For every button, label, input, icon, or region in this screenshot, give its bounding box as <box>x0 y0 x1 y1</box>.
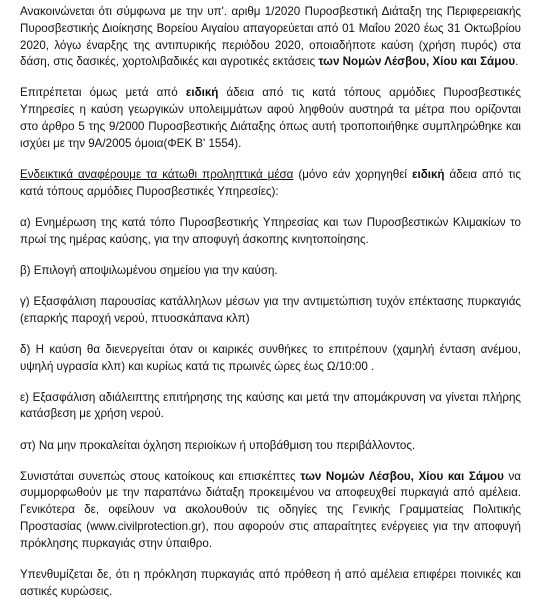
measures-heading-underlined: Ενδεικτικά αναφέρουμε τα κάτωθι προληπτικά μέσα <box>20 167 294 181</box>
paragraph-measures-intro <box>20 167 521 201</box>
prefectures-bold-2: των Νομών Λέσβου, Χίου και Σάμου <box>300 469 504 483</box>
paragraph-permission <box>20 85 521 152</box>
prefectures-bold: των Νομών Λέσβου, Χίου και Σάμου <box>318 55 516 69</box>
paragraph-announcement <box>20 4 521 71</box>
special-bold: ειδική <box>185 86 219 100</box>
permission-text-a: Επιτρέπεται όμως μετά από <box>20 86 186 100</box>
measures-text-b: άδεια από τις κατά τόπους αρμόδιες Πυροσβεστικές Υπηρεσίες): <box>20 167 521 198</box>
paragraph-reminder: Υπενθυμίζεται δε, ότι η πρόκληση πυρκαγιάς από πρόθεση ή από αμέλεια επιφέρει ποινικές και αστικές κυρώσεις. <box>20 567 521 598</box>
measures-text-a: (μόνο εάν χορηγηθεί <box>293 167 412 181</box>
recommendation-text-b: να συμμορφωθούν με την παραπάνω διάταξη προκειμένου να αποφευχθεί πυρκαγιά από αμέλεια. Γενικότερα δε, οφείλουν να ακολουθούν τις οδηγίες της Γενικής Γραμματείας Πολιτικής Προστασίας (www.civilprotection.gr), που αφορούν στις απαραίτητες ενέργειες για την αποφυγή πρόκλησης πυρκαγιάς στην ύπαιθρο. <box>20 469 521 550</box>
permission-text-b: άδεια από τις κατά τόπους αρμόδιες Πυροσβεστικές Υπηρεσίες η καύση γεωργικών υπολειμμάτων αφού ληφθούν αυστηρά τα μέτρα που ορίζονται στο άρθρο 5 της 9/2000 Πυροσβεστικής Διάταξης όπως αυτή τροποποιήθηκε συμπληρώθηκε και ισχύει με την 9Α/2005 όμοια(ΦΕΚ Β' 1554). <box>20 86 522 150</box>
measure-item-e: ε) Εξασφάλιση αδιάλειπτης επιτήρησης της καύσης και μετά την απομάκρυνση να γίνεται πλήρης κατάσβεση με χρήση νερού. <box>20 390 521 421</box>
measure-item-b: β) Επιλογή αποψιλωμένου σημείου για την καύση. <box>20 263 278 277</box>
recommendation-text-a: Συνιστάται συνεπώς στους κατοίκους και επισκέπτες <box>20 469 301 483</box>
special-bold-2: ειδική <box>411 167 445 181</box>
measure-item-a: α) Ενημέρωση της κατά τόπο Πυροσβεστικής Υπηρεσίας και των Πυροσβεστικών Κλιμακίων το πρωί της ημέρας καύσης, για την αποφυγή άσκοπης κινητοποίησης. <box>20 215 521 246</box>
measure-item-d: δ) Η καύση θα διενεργείται όταν οι καιρικές συνθήκες το επιτρέπουν (χαμηλή ένταση ανέμου, υψηλή υγρασία κλπ) και κυρίως κατά τις πρωινές ώρες έως Ω/10:00 . <box>20 342 521 373</box>
measure-item-f: στ) Να μην προκαλείται όχληση περιοίκων ή υποβάθμιση του περιβάλλοντος. <box>20 438 416 452</box>
paragraph-recommendation <box>20 469 521 553</box>
measure-item-c: γ) Εξασφάλιση παρουσίας κατάλληλων μέσων για την αντιμετώπιση τυχόν επέκτασης πυρκαγιάς (επαρκής παροχή νερού, πτυοσκάπανα κλπ) <box>20 294 521 325</box>
announcement-end: . <box>515 55 519 69</box>
announcement-text: Ανακοινώνεται ότι σύμφωνα με την υπ'. αριθμ 1/2020 Πυροσβεστική Διάταξη της Περιφερειακής Πυροσβεστικής Διοίκησης Βορείου Αιγαίου απαγορεύεται από 01 Μαΐου 2020 έως 31 Οκτωβρίου 2020, λόγω έναρξης της αντιπυρικής περιόδου 2020, οποιαδήποτε καύση (χρήση πυρός) στα δάση, στις δασικές, χορτολιβαδικές και αγροτικές εκτάσεις <box>20 5 521 69</box>
